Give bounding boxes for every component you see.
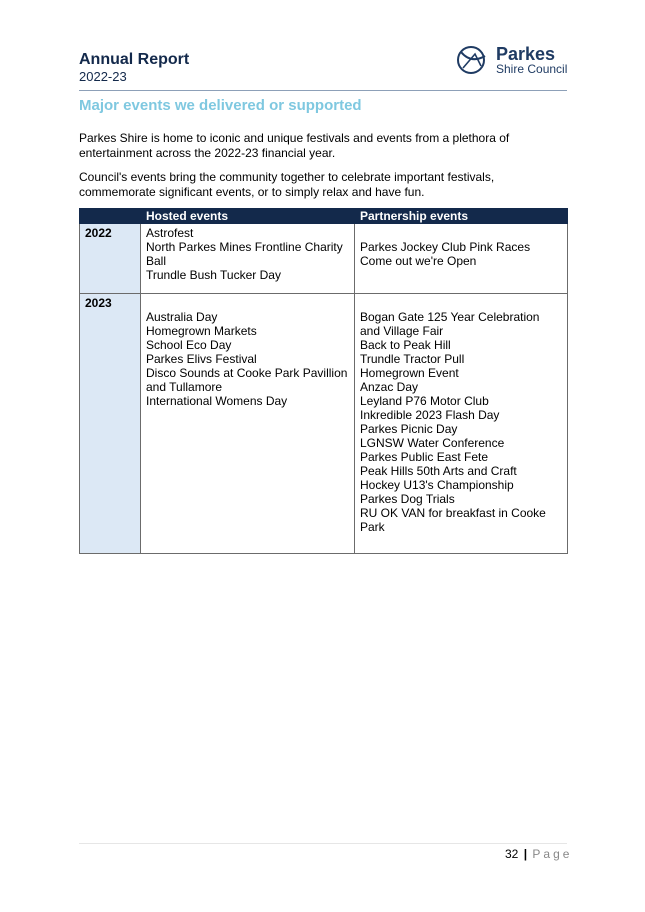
list-item: Inkredible 2023 Flash Day [360, 408, 500, 422]
table-row [80, 294, 568, 554]
list-item: School Eco Day [146, 338, 232, 352]
hosted-cell [141, 224, 355, 294]
list-item: Trundle Bush Tucker Day [146, 268, 281, 282]
list-item: Homegrown Markets [146, 324, 257, 338]
list-item: Hockey U13's Championship [360, 478, 514, 492]
list-item: LGNSW Water Conference [360, 436, 505, 450]
partnership-cell [355, 224, 568, 294]
col-header-hosted: Hosted events [141, 209, 355, 224]
page-separator: | [523, 847, 528, 861]
list-item: International Womens Day [146, 394, 288, 408]
section-heading: Major events we delivered or supported [79, 97, 362, 114]
table-row [80, 224, 568, 294]
list-item: Astrofest [146, 226, 194, 240]
table-header-row [80, 209, 568, 224]
list-item: Anzac Day [360, 380, 419, 394]
list-item: Parkes Picnic Day [360, 422, 458, 436]
list-item: Bogan Gate 125 Year Celebration and Village Fair [360, 310, 540, 338]
list-item: Leyland P76 Motor Club [360, 394, 489, 408]
intro-paragraph: Parkes Shire is home to iconic and unique festivals and events from a plethora of entertainment across the 2022-23 financial year. [79, 131, 510, 160]
list-item: Homegrown Event [360, 366, 459, 380]
list-item: Come out we're Open [360, 254, 477, 268]
row-year: 2022 [80, 224, 141, 294]
community-paragraph: Council's events bring the community together to celebrate important festivals, commemorate significant events, or to simply relax and have fun. [79, 170, 495, 199]
header-year: 2022-23 [79, 69, 127, 84]
header-divider [79, 90, 567, 91]
partnership-cell [355, 294, 568, 554]
list-item: Trundle Tractor Pull [360, 352, 465, 366]
list-item: Back to Peak Hill [360, 338, 451, 352]
list-item: Peak Hills 50th Arts and Craft [360, 464, 517, 478]
row-year: 2023 [80, 294, 141, 554]
header-title: Annual Report [79, 51, 190, 68]
col-header-partnership: Partnership events [355, 209, 568, 224]
footer-divider [79, 843, 567, 844]
list-item: Parkes Jockey Club Pink Races [360, 240, 531, 254]
list-item: North Parkes Mines Frontline Charity Ball [146, 240, 343, 268]
events-table [79, 208, 568, 554]
list-item: Disco Sounds at Cooke Park Pavillion and Tullamore [146, 366, 348, 394]
page-number [505, 847, 572, 861]
list-item: Parkes Public East Fete [360, 450, 489, 464]
list-item: Parkes Elivs Festival [146, 352, 257, 366]
logo-subtitle: Shire Council [496, 62, 568, 76]
list-item: Australia Day [146, 310, 218, 324]
list-item: RU OK VAN for breakfast in Cooke Park [360, 506, 546, 534]
col-header-year [80, 209, 141, 224]
page-number-value: 32 [505, 847, 519, 861]
hosted-cell [141, 294, 355, 554]
list-item: Parkes Dog Trials [360, 492, 455, 506]
page-label: Page [532, 847, 573, 861]
logo-name: Parkes [496, 44, 556, 64]
